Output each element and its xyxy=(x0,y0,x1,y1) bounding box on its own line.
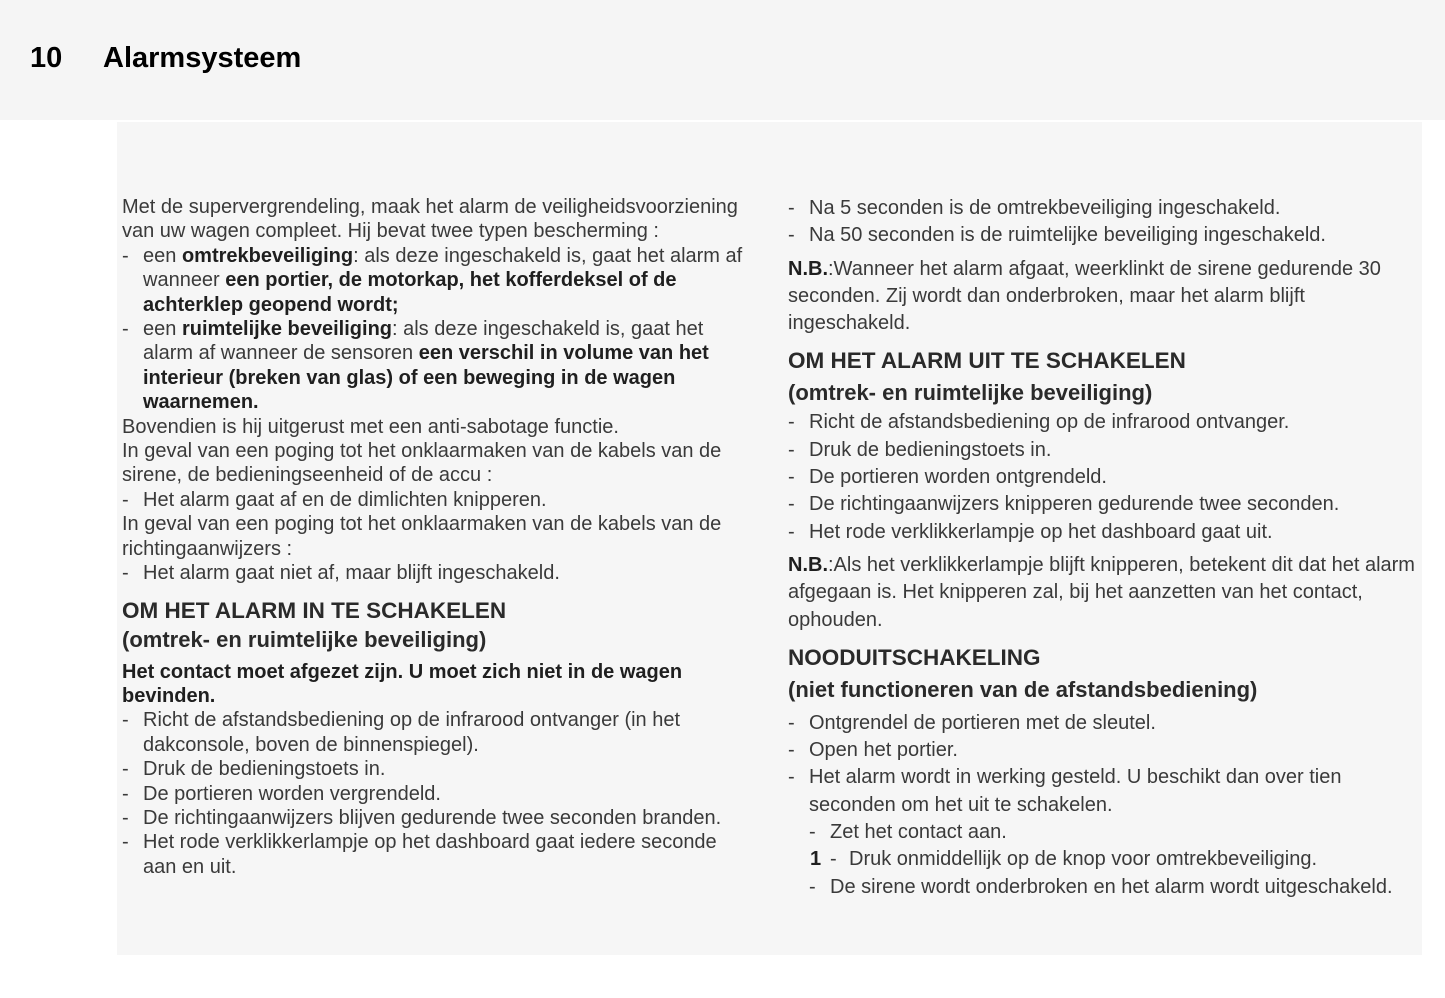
disarm-step: - De richtingaanwijzers knipperen gedurende twee seconden. xyxy=(788,493,1340,516)
sabotage-result-2: - Het alarm gaat niet af, maar blijft ingeschakeld. xyxy=(122,562,560,585)
note-indicator: N.B.:Als het verklikkerlampje blijft knipperen, betekent dit dat het alarm afgegaan is. Het knipperen zal, bij het aanzetten van het contact, ophouden. xyxy=(788,553,1415,631)
section-heading-disarm: OM HET ALARM UIT TE SCHAKELEN xyxy=(788,348,1186,374)
disarm-step: - Het rode verklikkerlampje op het dashboard gaat uit. xyxy=(788,520,1273,543)
callout-number: 1 xyxy=(810,848,822,871)
right-column xyxy=(788,195,1418,901)
arm-timing-item: - Na 50 seconden is de ruimtelijke beveiliging ingeschakeld. xyxy=(788,224,1326,247)
section-subheading-disarm: (omtrek- en ruimtelijke beveiliging) xyxy=(788,380,1153,406)
arm-step: - De richtingaanwijzers blijven gedurende twee seconden branden. xyxy=(122,806,722,829)
arm-step: - Richt de afstandsbediening op de infrarood ontvanger (in het dakconsole, boven de binnenspiegel). xyxy=(122,709,681,756)
page-number: 10 xyxy=(30,42,63,74)
arm-prerequisite-note: Het contact moet afgezet zijn. U moet zich niet in de wagen bevinden. xyxy=(122,660,683,707)
emergency-step: - Open het portier. xyxy=(788,739,958,762)
section-heading-emergency: NOODUITSCHAKELING xyxy=(788,644,1041,670)
section-subheading-emergency: (niet functioneren van de afstandsbediening) xyxy=(788,676,1258,702)
arm-step: - Druk de bedieningstoets in. xyxy=(122,758,386,781)
emergency-substep: - Zet het contact aan. xyxy=(809,821,1007,844)
anti-sabotage-paragraph: Bovendien is hij uitgerust met een anti-sabotage functie. xyxy=(122,415,619,438)
protection-item-volumetric: - een ruimtelijke beveiliging: als deze ingeschakeld is, gaat het alarm af wanneer de sensoren een verschil in volume van het interieur (breken van glas) of een beweging in de wagen waarnemen. xyxy=(122,318,709,414)
disarm-step: - De portieren worden ontgrendeld. xyxy=(788,466,1107,489)
disarm-step: - Druk de bedieningstoets in. xyxy=(788,438,1052,461)
emergency-step: - Ontgrendel de portieren met de sleutel. xyxy=(788,711,1156,734)
emergency-substep-numbered: 1 - Druk onmiddellijk op de knop voor omtrekbeveiliging. xyxy=(788,846,1418,873)
left-column xyxy=(122,195,747,879)
page-title: Alarmsysteem xyxy=(103,42,302,74)
section-heading-arm: OM HET ALARM IN TE SCHAKELEN xyxy=(122,597,507,623)
disarm-step: - Richt de afstandsbediening op de infrarood ontvanger. xyxy=(788,411,1290,434)
protection-item-perimeter: - een omtrekbeveiliging: als deze ingeschakeld is, gaat het alarm af wanneer een portier, de motorkap, het kofferdeksel of de achterklep geopend wordt; xyxy=(122,244,743,316)
section-subheading-arm: (omtrek- en ruimtelijke beveiliging) xyxy=(122,626,487,652)
sabotage-case-2: In geval van een poging tot het onklaarmaken van de kabels van de richtingaanwijzers : xyxy=(122,513,722,560)
arm-timing-item: - Na 5 seconden is de omtrekbeveiliging ingeschakeld. xyxy=(788,197,1281,219)
arm-step: - Het rode verklikkerlampje op het dashboard gaat iedere seconde aan en uit. xyxy=(122,831,717,878)
arm-step: - De portieren worden vergrendeld. xyxy=(122,782,441,805)
emergency-step: - Het alarm wordt in werking gesteld. U beschikt dan over tien seconden om het uit te schakelen. xyxy=(788,766,1342,816)
intro-paragraph: Met de supervergrendeling, maak het alarm de veiligheidsvoorziening van uw wagen compleet. Hij bevat twee typen bescherming : xyxy=(122,196,738,243)
emergency-substep: - De sirene wordt onderbroken en het alarm wordt uitgeschakeld. xyxy=(809,875,1393,898)
note-siren: N.B.:Wanneer het alarm afgaat, weerklinkt de sirene gedurende 30 seconden. Zij wordt dan onderbroken, maar het alarm blijft ingeschakeld. xyxy=(788,257,1381,335)
sabotage-result-1: - Het alarm gaat af en de dimlichten knipperen. xyxy=(122,488,547,511)
page-header xyxy=(0,0,1445,120)
sabotage-case-1: In geval van een poging tot het onklaarmaken van de kabels van de sirene, de bedieningseenheid of de accu : xyxy=(122,440,722,487)
